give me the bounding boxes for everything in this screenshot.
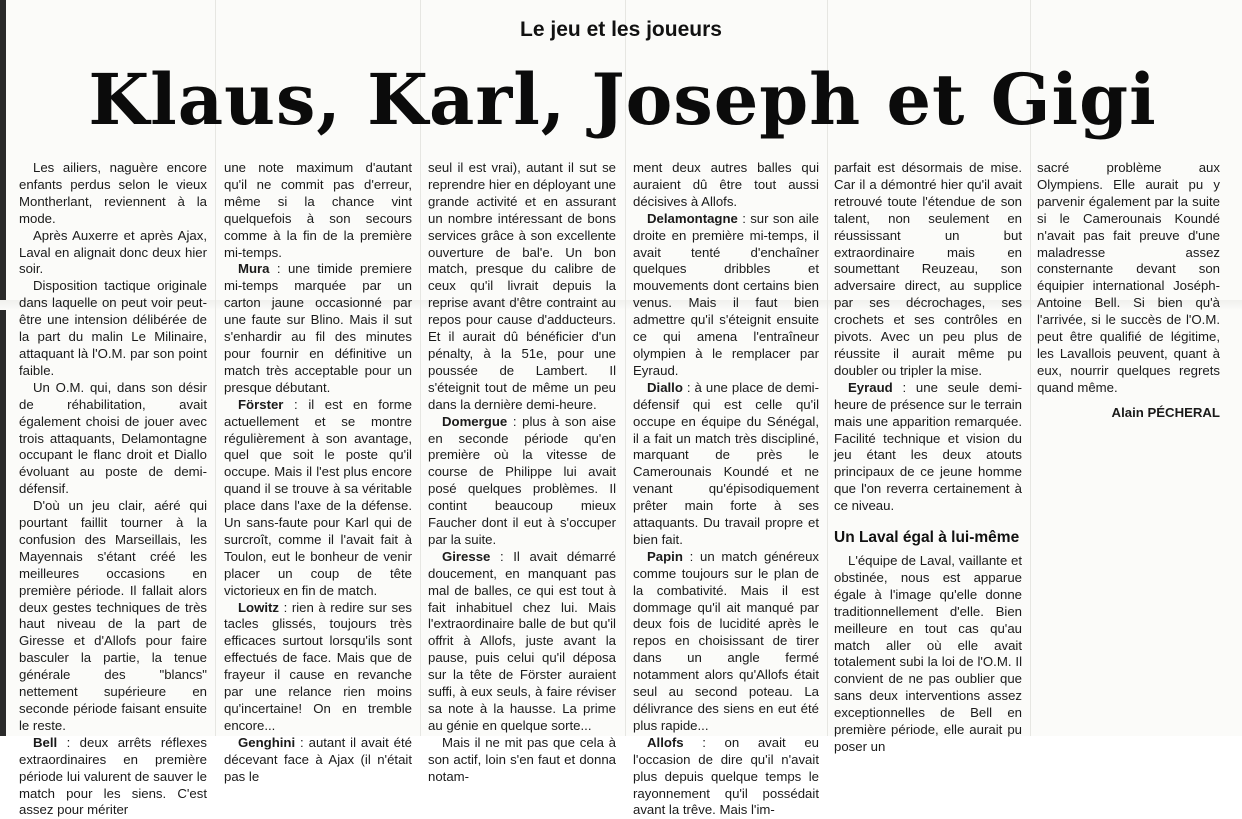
paragraph-text: : autant il avait été décevant face à Ajax (il n'était pas le: [224, 734, 412, 784]
paragraph-text: L'équipe de Laval, vaillante et obstinée, nous est apparue égale à l'image qu'elle donne traditionnellement d'elle. Bien meilleure en tout cas qu'au match aller où elle avait totalement subi la loi de l'O.M. Il convient de ne pas oublier que sans deux interventions assez exceptionnelles de Bell en première période, elle aurait pu poser un: [834, 553, 1022, 754]
paragraph-text: : il est en forme actuellement et se montre régulièrement à son avantage, quel que soit le poste qu'il occupe. Mais il l'est plus encore quand il se trouve à sa véritable place dans l'axe de la défense. Un sans-faute pour Karl qui de surcroît, comme il l'avait fait à Toulon, eut le bonheur de venir placer un coup de tête victorieux en fin de match.: [224, 396, 412, 598]
paragraph-text: ment deux autres balles qui auraient dû être tout aussi décisives à Allofs.: [633, 160, 819, 209]
article-column-3: [428, 160, 616, 786]
paragraph-text: : une timide premiere mi-temps marquée par un carton jaune occasionné par une faute sur Blino. Mais il sut s'enhardir au fil des minutes pour fournir en définitive un match très acceptable pour un presque débutant.: [224, 261, 412, 395]
paragraph-text: : plus à son aise en seconde période qu'en première où la vitesse de course de Philippe lui avait posé quelques problèmes. Il contint beaucoup mieux Faucher dont il eut à s'occuper par la suite.: [428, 413, 616, 547]
paragraph: [224, 735, 412, 786]
author-signature: Alain PÉCHERAL: [1111, 404, 1220, 420]
player-name: Lowitz: [238, 599, 280, 615]
paragraph-text: parfait est désormais de mise. Car il a démontré hier qu'il avait retrouvé toute l'étendue de son talent, non seulement en réussissant un but extraordinaire mais en soumettant Reuzeau, son adversaire direct, au supplice par ses décrochages, ses crochets et ses contrôles en pivots. Avec un peu plus de réussite il aurait même pu doubler ou tripler la mise.: [834, 160, 1022, 378]
paragraph: [19, 498, 207, 735]
paragraph: [834, 160, 1022, 380]
paragraph: [19, 160, 207, 228]
paragraph-text: : sur son aile droite en première mi-temps, il avait tenté d'enchaîner quelques dribbles et mouvements dont certains bien venus. Mais il faut bien admettre qu'il s'éteignit ensuite ce qui amena l'entraîneur olympien à le remplacer par Eyraud.: [633, 210, 819, 378]
player-name: Domergue: [442, 413, 508, 429]
paragraph: [633, 549, 819, 735]
paragraph-text: : à une place de demi-défensif qui est celle qu'il occupe en équipe du Sénégal, il a fait un match très discipliné, marquant de près le Camerounais Koundé et ne venant qu'épisodiquement prêter main forte à ses attaquants. Du travail propre et bien fait.: [633, 379, 819, 547]
paragraph-text: sacré problème aux Olympiens. Elle aurait pu y parvenir également par la suite si le Camerounais Koundé n'avait pas fait preuve d'une maladresse assez consternante devant son équipier international Joséph-Antoine Bell. Si bien qu'à l'arrivée, si le succès de l'O.M. peut être qualifié de légitime, les Lavallois peuvent, quant à eux, nourrir quelques regrets quand même.: [1037, 160, 1220, 395]
player-name: Genghini: [238, 734, 296, 750]
paragraph-text: Disposition tactique originale dans laquelle on peut voir peut-être une intension délibérée de la part du malin Le Milinaire, attaquant là l'O.M. par son point faible.: [19, 278, 207, 378]
player-name: Förster: [238, 396, 284, 412]
paragraph: [633, 160, 819, 211]
paragraph: [224, 160, 412, 261]
paragraph: [633, 735, 819, 819]
paragraph: [834, 380, 1022, 515]
scan-edge: [0, 0, 6, 736]
article-column-4: [633, 160, 819, 819]
kicker: Le jeu et les joueurs: [520, 18, 722, 41]
paragraph: [19, 278, 207, 379]
headline: Klaus, Karl, Joseph et Gigi: [88, 58, 1157, 141]
paragraph-text: seul il est vrai), autant il sut se reprendre hier en déployant une grande activité et en assurant un nombre intéressant de bons services grâce à son excellente ouverture de bal'e. Un bon match, presque du calibre de ceux qu'il livrait depuis la reprise avant d'être contraint au repos pour cause d'adducteurs. Et il aurait dû bénéficier d'un pénalty, à la 51e, pour une poussée de Lambert. Il s'éteignit tout de même un peu dans la dernière demi-heure.: [428, 160, 616, 412]
paragraph-text: : rien à redire sur ses tacles glissés, toujours très efficaces surtout lorsqu'ils sont effectués de face. Mais que de frayeur il cause en revanche par une relance rien moins qu'incertaine! On en tremble encore...: [224, 599, 412, 733]
player-name: Giresse: [442, 548, 491, 564]
paragraph-text: une note maximum d'autant qu'il ne commit pas d'erreur, même si la chance vint quelquefois à son secours comme à la fin de la première mi-temps.: [224, 160, 412, 260]
paragraph-text: : on avait eu l'occasion de dire qu'il n'avait plus depuis quelque temps le rayonnement qu'il possédait avant la trêve. Mais l'im-: [633, 734, 819, 818]
paragraph: [428, 160, 616, 414]
paragraph-text: : une seule demi-heure de présence sur le terrain mais une apparition remarquée. Facilité technique et vision du jeu étant les deux atouts principaux de ce jeune homme que l'on reverra certainement à ce niveau.: [834, 379, 1022, 514]
player-name: Diallo: [647, 379, 683, 395]
paragraph: [633, 380, 819, 549]
article-column-1: [19, 160, 207, 819]
paragraph-text: : un match généreux comme toujours sur le plan de la combativité. Mais il est dommage qu'il ait manqué par deux fois de lucidité après le repos en choisissant de tirer dans un angle fermé notamment alors qu'Allofs était seul au second poteau. La délivrance des siens en eut été plus rapide...: [633, 548, 819, 733]
paragraph-text: : deux arrêts réflexes extraordinaires en première période lui valurent de sauver le match pour les siens. C'est assez pour mériter: [19, 734, 207, 818]
paragraph: [19, 228, 207, 279]
paragraph: [428, 414, 616, 549]
article-column-2: [224, 160, 412, 786]
paragraph: [19, 380, 207, 498]
player-name: Delamontagne: [647, 210, 738, 226]
paragraph: [19, 735, 207, 819]
paragraph-text: D'où un jeu clair, aéré qui pourtant faillit tourner à la confusion des Marseillais, les Mayennais s'étant créé les meilleures occasions en première période. Il fallait alors deux gestes techniques de très haut niveau de la part de Giresse et d'Allofs pour faire basculer la partie, la tenue générale des "blancs" nettement supérieure en seconde période faisant ensuite le reste.: [19, 498, 207, 733]
paragraph: [428, 549, 616, 735]
paragraph-text: : Il avait démarré doucement, en manquant pas mal de balles, ce qui est tout à fait inhabituel chez lui. Mais l'extraordinaire balle de but qu'il offrit à Allofs, juste avant la pause, puis celui qu'il déposa sur la tête de Förster auraient suffi, à eux seuls, à faire réviser sa note à la hausse. La prime au génie en quelque sorte...: [428, 548, 616, 733]
paragraph: [1037, 160, 1220, 397]
paragraph: [224, 261, 412, 396]
player-name: Mura: [238, 261, 270, 277]
paragraph: [224, 397, 412, 600]
paragraph-text: Un O.M. qui, dans son désir de réhabilitation, avait également choisi de jouer avec trois attaquants, Delamontagne occupant le flanc droit et Diallo évoluant au poste de demi-défensif.: [19, 379, 207, 497]
player-name: Eyraud: [848, 379, 893, 395]
player-name: Bell: [33, 734, 58, 750]
paragraph: [428, 735, 616, 786]
paragraph: [834, 553, 1022, 756]
paragraph-text: Après Auxerre et après Ajax, Laval en alignait donc deux hier soir.: [19, 227, 207, 277]
paragraph: [224, 600, 412, 735]
paragraph-text: Les ailiers, naguère encore enfants perdus selon le vieux Montherlant, reviennent à la mode.: [19, 160, 207, 226]
article-column-6: [1037, 160, 1220, 422]
player-name: Allofs: [647, 734, 684, 750]
article-column-5: [834, 160, 1022, 756]
paragraph-text: Mais il ne mit pas que cela à son actif, loin s'en faut et donna notam-: [428, 734, 616, 784]
sidebar-heading: Un Laval égal à lui-même: [834, 529, 1020, 547]
paragraph: [633, 211, 819, 380]
player-name: Papin: [647, 548, 683, 564]
